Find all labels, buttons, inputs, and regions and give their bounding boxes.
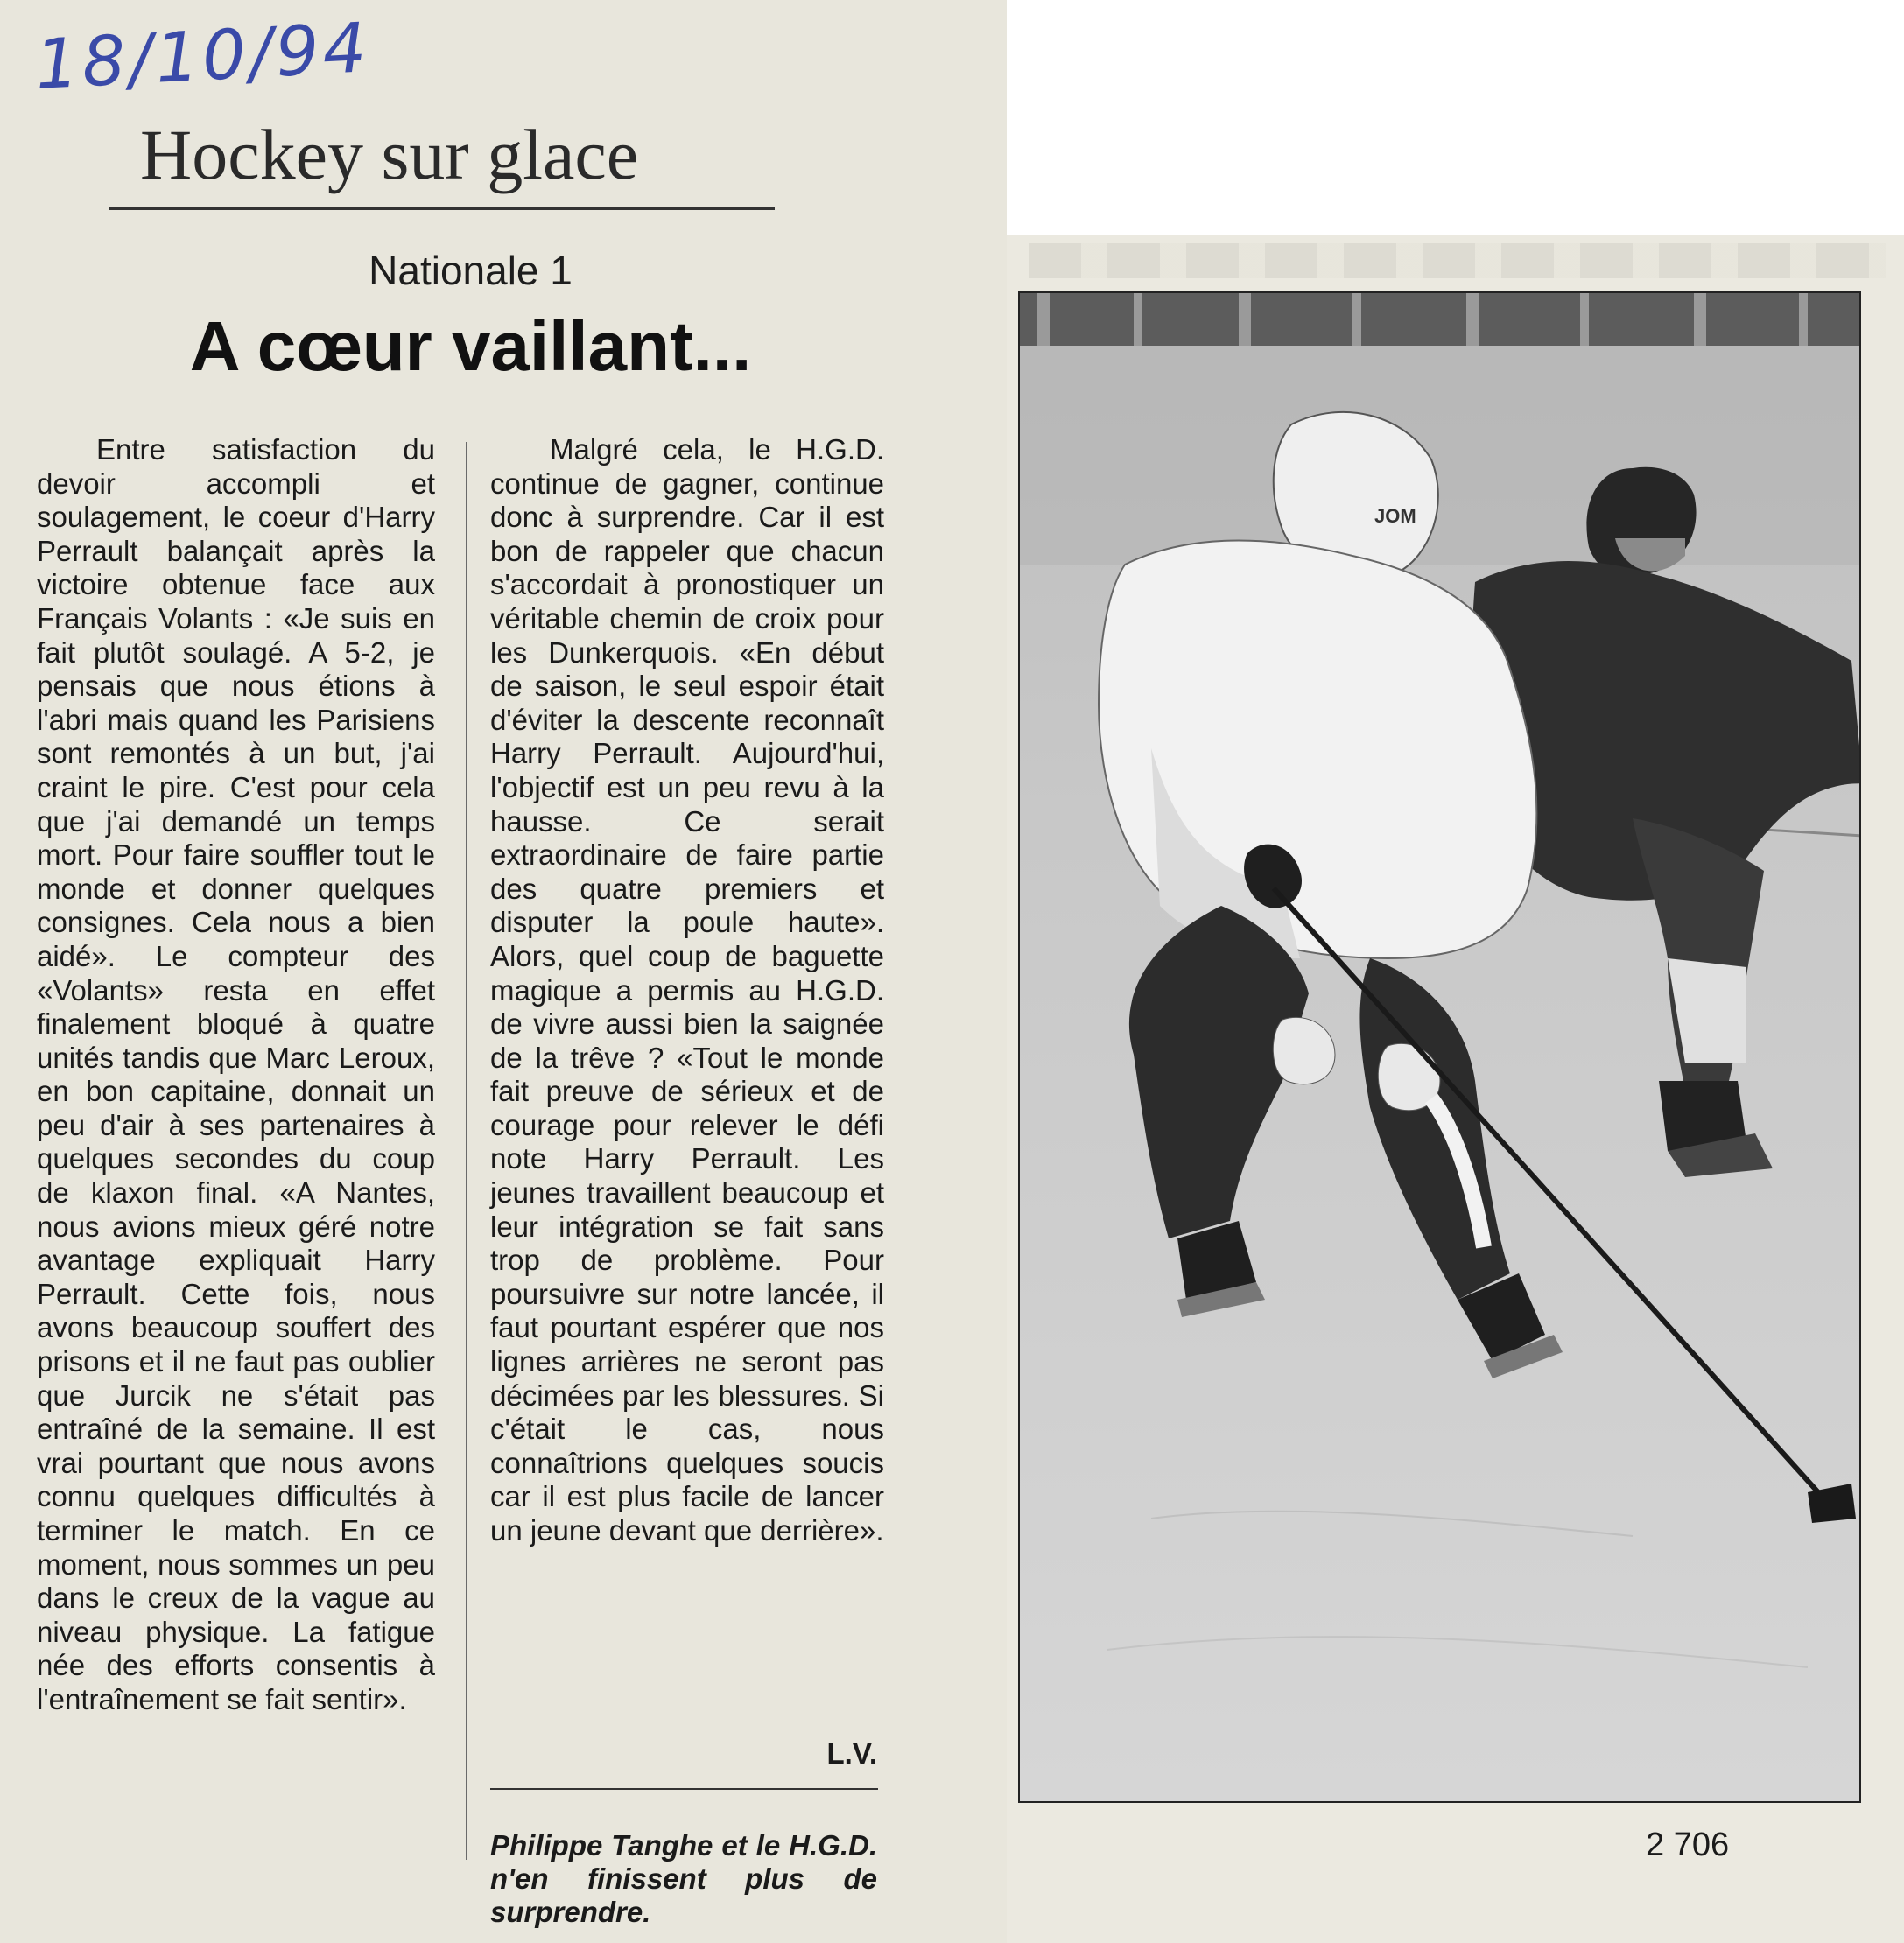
article-column-1	[37, 433, 435, 1717]
article-paragraph: Malgré cela, le H.G.D. continue de gagner, continue donc à surprendre. Car il est bon de rappeler que chacun s'accordait à pronostiquer un véritable chemin de croix pour les Dunkerquois. «En début de saison, le seul espoir était d'éviter la descente reconnaît Harry Perrault. Aujourd'hui, l'objectif est un peu revu à la hausse. Ce serait extraordinaire de faire partie des quatre premiers et disputer la poule haute». Alors, quel coup de baguette magique a permis au H.G.D. de vivre aussi bien la saignée de la trêve ? «Tout le monde fait preuve de sérieux et de courage pour relever le défi note Harry Perrault. Les jeunes travaillent beaucoup et leur intégration se fait sans trop de problème. Pour poursuivre sur notre lancée, il faut pourtant espérer que nos lignes arrières ne seront pas décimées par les blessures. Si c'était le cas, nous connaîtrions quelques soucis car il est plus facile de lancer un jeune devant que derrière».	[490, 433, 884, 1547]
kicker: Nationale 1	[369, 248, 573, 293]
hockey-photo	[1018, 291, 1861, 1803]
helmet-text: JOM	[1374, 505, 1416, 527]
article-paragraph: Entre satisfaction du devoir accompli et soulagement, le coeur d'Harry Perrault balançait après la victoire obtenue face aux Français Volants : «Je suis en fait plutôt soulagé. A 5-2, je pensais que nous étions à l'abri mais quand les Parisiens sont remontés à un but, j'ai craint le pire. C'est pour cela que j'ai demandé un temps mort. Pour faire souffler tout le monde et donner quelques consignes. Cela nous a bien aidé». Le compteur des «Volants» resta en effet finalement bloqué à quatre unités tandis que Marc Leroux, en bon capitaine, donnait un peu d'air à ses partenaires à quelques secondes du coup de klaxon final. «A Nantes, nous avions mieux géré notre avantage expliquait Harry Perrault. Cette fois, nous avons beaucoup souffert des prisons et il ne faut pas oublier que Jurcik ne s'était pas entraîné de la semaine. Il est vrai pourtant que nous avons connu quelques difficultés à terminer le match. En ce moment, nous sommes un peu dans le creux de la vague au niveau physique. La fatigue née des efforts consentis à l'entraînement se fait sentir».	[37, 433, 435, 1715]
author-signature: L.V.	[826, 1737, 877, 1770]
column-divider	[466, 442, 467, 1860]
caption-rule	[490, 1788, 878, 1790]
bleed-through-text	[1029, 243, 1886, 278]
handwritten-date: 18/10/94	[32, 9, 372, 105]
photo-caption: Philippe Tanghe et le H.G.D. n'en finissent plus de surprendre.	[490, 1829, 877, 1928]
section-rule	[109, 207, 775, 210]
headline: A cœur vaillant...	[189, 307, 752, 385]
section-title: Hockey sur glace	[140, 115, 639, 194]
article-column-2	[490, 433, 884, 1548]
reference-number: 2 706	[1646, 1827, 1730, 1863]
hockey-photo-illustration	[1020, 293, 1861, 1803]
